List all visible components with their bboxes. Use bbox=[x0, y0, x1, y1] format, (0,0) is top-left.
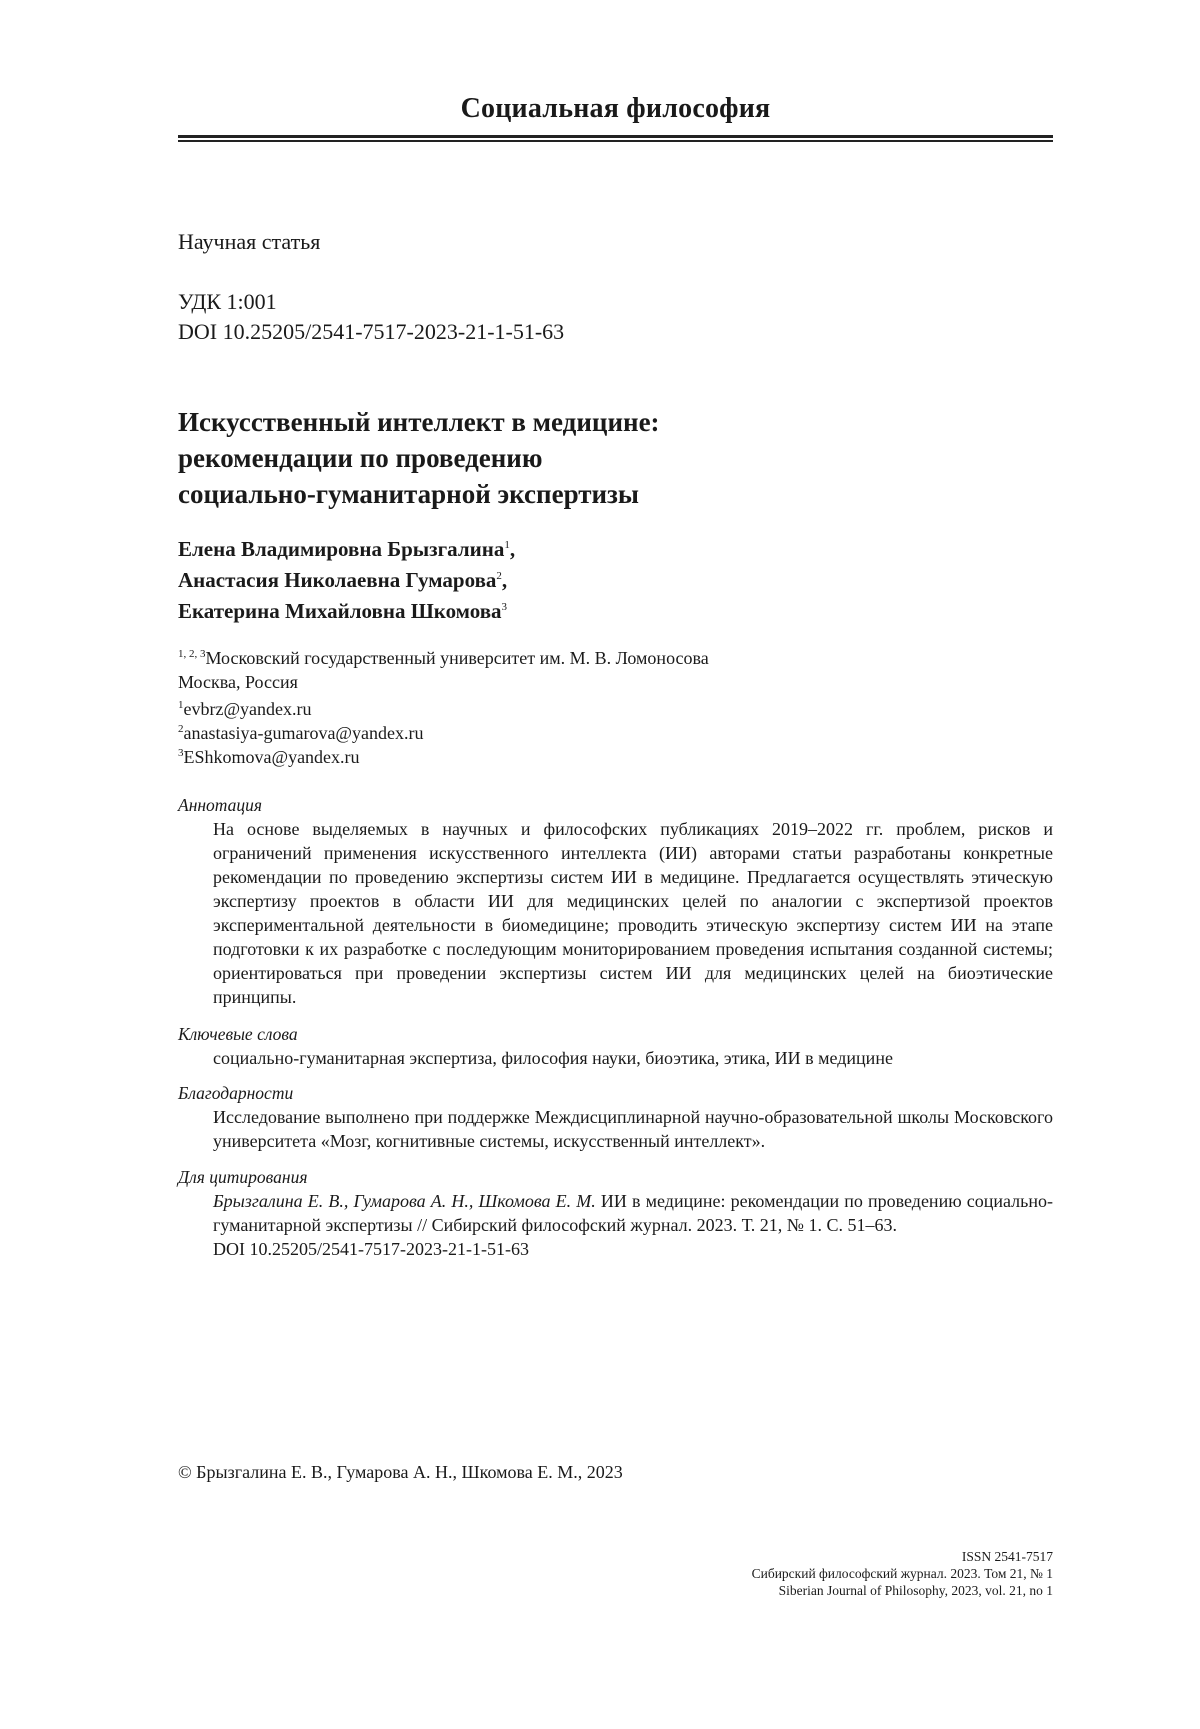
author bbox=[178, 534, 515, 565]
author bbox=[178, 565, 515, 596]
title-line: социально-гуманитарной экспертизы bbox=[178, 476, 660, 512]
article-type: Научная статья bbox=[178, 228, 320, 256]
email-item bbox=[178, 721, 424, 745]
author-name: Анастасия Николаевна Гумарова bbox=[178, 568, 496, 592]
journal-footer bbox=[600, 1548, 1053, 1599]
footer-issn: ISSN 2541-7517 bbox=[600, 1548, 1053, 1565]
email-item bbox=[178, 697, 424, 721]
footer-journal-ru: Сибирский философский журнал. 2023. Том 21, № 1 bbox=[600, 1565, 1053, 1582]
header-rule-top bbox=[178, 135, 1053, 138]
email-sup: 2 bbox=[178, 723, 184, 735]
citation-body: ИИ в медицине: рекомендации по проведению социально-гуманитарной экспертизы // Сибирский философский журнал. 2023. Т. 21, № 1. С. 51–63. bbox=[213, 1191, 1053, 1235]
udk-code: УДК 1:001 bbox=[178, 288, 277, 316]
author-sup: 3 bbox=[502, 601, 508, 613]
footer-journal-en: Siberian Journal of Philosophy, 2023, vol. 21, no 1 bbox=[600, 1582, 1053, 1599]
keywords-label: Ключевые слова bbox=[178, 1023, 298, 1045]
author-sup: 2 bbox=[496, 570, 502, 582]
email-address[interactable]: EShkomova@yandex.ru bbox=[184, 747, 360, 767]
title-line: Искусственный интеллект в медицине: bbox=[178, 404, 660, 440]
author bbox=[178, 596, 515, 627]
copyright: © Брызгалина Е. В., Гумарова А. Н., Шкомова Е. М., 2023 bbox=[178, 1462, 623, 1483]
citation-label: Для цитирования bbox=[178, 1166, 307, 1188]
keywords-text: социально-гуманитарная экспертиза, философия науки, биоэтика, этика, ИИ в медицине bbox=[213, 1046, 1053, 1070]
acknowledgements-label: Благодарности bbox=[178, 1082, 293, 1104]
citation-text bbox=[213, 1189, 1053, 1261]
header-rule-bottom bbox=[178, 140, 1053, 142]
acknowledgements-text: Исследование выполнено при поддержке Междисциплинарной научно-образовательной школы Московского университета «Мозг, когнитивные системы, искусственный интеллект». bbox=[213, 1105, 1053, 1153]
author-separator: , bbox=[510, 537, 515, 561]
citation-doi: DOI 10.25205/2541-7517-2023-21-1-51-63 bbox=[213, 1239, 529, 1259]
author-list bbox=[178, 534, 515, 627]
email-address[interactable]: anastasiya-gumarova@yandex.ru bbox=[184, 723, 424, 743]
citation-authors: Брызгалина Е. В., Гумарова А. Н., Шкомова Е. М. bbox=[213, 1191, 596, 1211]
affiliation-location: Москва, Россия bbox=[178, 670, 709, 694]
doi: DOI 10.25205/2541-7517-2023-21-1-51-63 bbox=[178, 318, 564, 346]
section-title: Социальная философия bbox=[178, 93, 1053, 125]
affiliation-institution: Московский государственный университет им. М. В. Ломоносова bbox=[206, 648, 709, 668]
email-item bbox=[178, 745, 424, 769]
author-name: Екатерина Михайловна Шкомова bbox=[178, 599, 502, 623]
article-title bbox=[178, 404, 660, 512]
abstract-text: На основе выделяемых в научных и философских публикациях 2019–2022 гг. проблем, рисков и ограничений применения искусственного интеллекта (ИИ) авторами статьи разработаны конкретные рекомендации по проведению экспертизы систем ИИ в медицине. Предлагается осуществлять этическую экспертизу проектов в области ИИ для медицинских целей по аналогии с экспертизой проектов экспериментальной деятельности в биомедицине; проводить этическую экспертизу систем ИИ на этапе подготовки к их разработке с последующим мониторированием проведения испытания созданной системы; ориентироваться при проведении экспертизы систем ИИ для медицинских целей на биоэтические принципы. bbox=[213, 817, 1053, 1009]
abstract-label: Аннотация bbox=[178, 794, 262, 816]
title-line: рекомендации по проведению bbox=[178, 440, 660, 476]
email-address[interactable]: evbrz@yandex.ru bbox=[184, 699, 312, 719]
email-sup: 3 bbox=[178, 747, 184, 759]
affiliation-sup: 1, 2, 3 bbox=[178, 648, 206, 660]
author-name: Елена Владимировна Брызгалина bbox=[178, 537, 504, 561]
affiliation bbox=[178, 646, 709, 694]
email-sup: 1 bbox=[178, 699, 184, 711]
author-separator: , bbox=[502, 568, 507, 592]
author-sup: 1 bbox=[504, 539, 510, 551]
email-list bbox=[178, 697, 424, 769]
